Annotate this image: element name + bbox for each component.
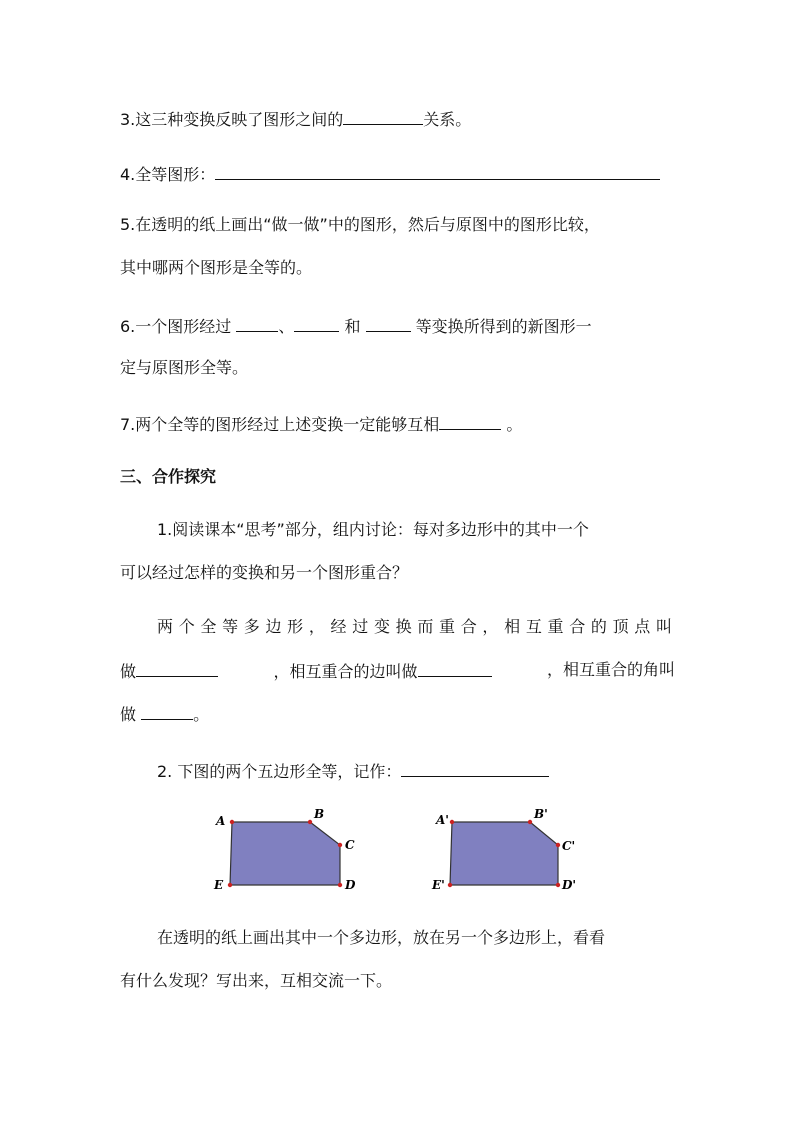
item-7-blank[interactable] <box>439 413 501 430</box>
vertex-a-prime <box>450 820 454 824</box>
p2-word-zuo: 做 <box>120 662 137 681</box>
label-e: E <box>214 878 224 892</box>
p2-angle-text: ，相互重合的角叫 <box>546 660 675 679</box>
section-3-title: 三、合作探究 <box>120 467 217 486</box>
label-a-prime: A' <box>436 813 449 827</box>
vertex-b-prime <box>528 820 532 824</box>
label-e-prime: E' <box>432 878 445 892</box>
item-6-sep2: 和 <box>339 317 366 336</box>
item-6-line2: 定与原图形全等。 <box>120 358 249 377</box>
pentagon-right <box>431 807 576 892</box>
vertex-e-prime <box>448 883 452 887</box>
corresponding-side-blank[interactable] <box>418 660 492 677</box>
section-3-p4-line2: 有什么发现？写出来，互相交流一下。 <box>120 971 393 990</box>
pentagon-right-shape <box>450 822 558 885</box>
label-a: A <box>216 814 226 828</box>
item-6-blank-3[interactable] <box>366 315 411 332</box>
p2-line3-text: 做 <box>120 705 142 724</box>
item-6-text: 6.一个图形经过 <box>120 317 237 336</box>
vertex-e <box>228 883 232 887</box>
pentagons-figure <box>200 800 600 900</box>
vertex-c <box>338 843 342 847</box>
p2-line3-end: 。 <box>193 705 210 724</box>
item-6-line1 <box>120 315 680 337</box>
vertex-d-prime <box>556 883 560 887</box>
section-3-p1-line1: 1.阅读课本“思考”部分，组内讨论：每对多边形中的其中一个 <box>157 520 589 539</box>
vertex-d <box>338 883 342 887</box>
p2-line2-mid <box>273 660 491 682</box>
item-7-suffix: 。 <box>501 415 523 434</box>
label-b: B <box>314 807 325 821</box>
vertex-a <box>230 820 234 824</box>
section-3-p2-line1: 两个全等多边形，经过变换而重合，相互重合的顶点叫 <box>157 617 672 636</box>
section-3-p3 <box>157 760 717 782</box>
p3-text: 2. 下图的两个五边形全等，记作： <box>157 762 402 781</box>
item-5-line2: 其中哪两个图形是全等的。 <box>120 258 313 277</box>
p2-side-text: ，相互重合的边叫做 <box>273 662 418 681</box>
corresponding-vertex-blank[interactable] <box>136 660 218 677</box>
pentagon-left <box>213 807 356 892</box>
item-3-suffix: 关系。 <box>423 110 472 129</box>
item-4-blank[interactable] <box>215 163 660 180</box>
item-7 <box>120 413 680 435</box>
section-3-p1-line2: 可以经过怎样的变换和另一个图形重合？ <box>120 563 409 582</box>
label-c: C <box>345 838 355 852</box>
congruence-notation-blank[interactable] <box>401 760 549 777</box>
pentagon-left-shape <box>230 822 340 885</box>
label-b-prime: B' <box>534 807 548 821</box>
section-3-p2-line3 <box>120 703 680 725</box>
item-5-line1: 5.在透明的纸上画出“做一做”中的图形，然后与原图中的图形比较， <box>120 215 600 234</box>
corresponding-angle-blank[interactable] <box>141 703 193 720</box>
item-3 <box>120 108 680 130</box>
item-3-text: 3.这三种变换反映了图形之间的 <box>120 110 344 129</box>
item-4 <box>120 163 680 185</box>
label-d: D <box>345 878 356 892</box>
vertex-c-prime <box>556 843 560 847</box>
vertex-b <box>308 820 312 824</box>
section-3-p2-line2 <box>120 660 675 682</box>
item-6-blank-2[interactable] <box>294 315 339 332</box>
label-c-prime: C' <box>562 839 576 853</box>
section-3-p4-line1: 在透明的纸上画出其中一个多边形，放在另一个多边形上，看看 <box>157 928 606 947</box>
item-3-blank[interactable] <box>343 108 423 125</box>
item-6-sep1: 、 <box>278 317 295 336</box>
item-4-text: 4.全等图形： <box>120 165 216 184</box>
label-d-prime: D' <box>562 878 577 892</box>
item-7-text: 7.两个全等的图形经过上述变换一定能够互相 <box>120 415 440 434</box>
item-6-blank-1[interactable] <box>236 315 278 332</box>
item-6-suffix: 等变换所得到的新图形一 <box>410 317 592 336</box>
p2-line2-start <box>120 660 218 682</box>
